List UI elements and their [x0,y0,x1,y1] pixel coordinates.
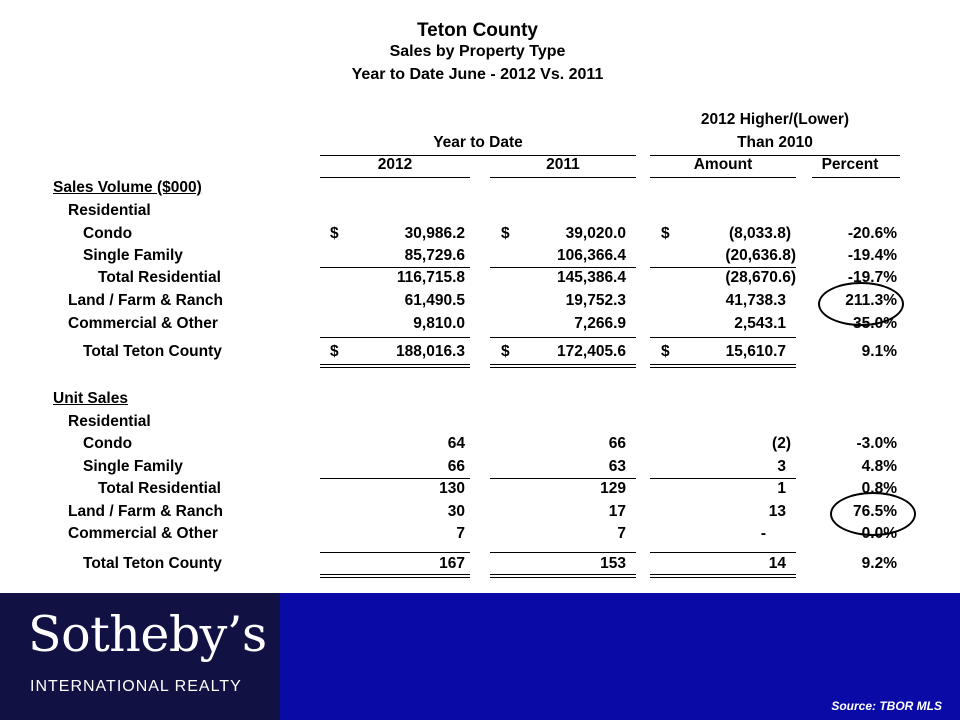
units-row-label: Total Residential [98,480,221,497]
col-header-2012: 2012 [377,156,413,173]
col-rule-percent [812,177,900,178]
volume-cell-2011: 39,020.0 [565,225,626,242]
units-residential-label: Residential [68,413,151,430]
double-rule [320,364,470,365]
units-cell-2011: 129 [600,480,626,497]
subtotal-rule [650,478,796,479]
volume-cell-percent: -19.7% [847,269,897,286]
total-rule [490,337,636,338]
units-row-label: Commercial & Other [68,525,218,542]
currency-symbol: $ [330,343,339,360]
volume-cell-amount: (20,636.8) [725,247,796,264]
col-rule-amount [650,177,796,178]
volume-cell-2012: 9,810.0 [413,315,465,332]
units-row-label: Land / Farm & Ranch [68,503,224,520]
units-cell-2012: 64 [447,435,465,452]
volume-cell-percent: -20.6% [847,225,897,242]
double-rule [320,574,470,575]
volume-row-label: Commercial & Other [68,315,218,332]
report-title: Teton County [416,20,538,41]
units-cell-amount: - [760,525,766,542]
units-row-label: Single Family [83,458,183,475]
col-header-amount: Amount [693,156,753,173]
total-rule [320,337,470,338]
col-rule-2012 [320,177,470,178]
volume-residential-label: Residential [68,202,151,219]
volume-total-label: Total Teton County [83,343,222,360]
double-rule [490,574,636,575]
volume-cell-2011: 145,386.4 [557,269,626,286]
volume-cell-amount: 2,543.1 [734,315,786,332]
subtotal-rule [650,267,796,268]
volume-cell-amount: (28,670.6) [725,269,796,286]
units-cell-percent: 4.8% [861,458,897,475]
volume-total-2011: 172,405.6 [557,343,626,360]
total-rule [320,552,470,553]
currency-symbol: $ [661,343,670,360]
units-cell-percent: -3.0% [856,435,897,452]
volume-cell-amount: (8,033.8) [728,225,791,242]
units-total-2011: 153 [600,555,626,572]
double-rule [320,367,470,368]
change-group-header-line2: Than 2010 [737,134,813,151]
col-rule-2011 [490,177,636,178]
double-rule [320,577,470,578]
units-total-amount: 14 [768,555,786,572]
sothebys-logo-tagline: INTERNATIONAL REALTY [30,678,242,695]
report-period: Year to Date June - 2012 Vs. 2011 [351,66,604,83]
double-rule [650,577,796,578]
change-group-header-line1: 2012 Higher/(Lower) [700,111,850,128]
units-cell-amount: (2) [772,435,791,452]
double-rule [490,577,636,578]
subtotal-rule [320,267,470,268]
units-cell-2012: 66 [447,458,465,475]
double-rule [650,367,796,368]
volume-cell-amount: 41,738.3 [725,292,786,309]
currency-symbol: $ [501,225,510,242]
units-cell-percent: 0.0% [861,525,897,542]
volume-row-label: Single Family [83,247,183,264]
source-note: Source: TBOR MLS [831,699,942,713]
units-cell-2012: 130 [439,480,465,497]
volume-total-percent: 9.1% [861,343,897,360]
units-cell-percent: 0.8% [861,480,897,497]
units-cell-2011: 66 [608,435,626,452]
volume-cell-2012: 30,986.2 [404,225,465,242]
subtotal-rule [320,478,470,479]
double-rule [490,367,636,368]
units-total-percent: 9.2% [861,555,897,572]
volume-cell-percent: 35.0% [853,315,897,332]
double-rule [650,364,796,365]
total-rule [490,552,636,553]
volume-cell-2011: 19,752.3 [565,292,626,309]
ytd-group-header: Year to Date [433,134,523,151]
col-header-2011: 2011 [546,156,580,173]
volume-cell-2012: 61,490.5 [404,292,465,309]
report-subtitle: Sales by Property Type [389,43,566,60]
double-rule [650,574,796,575]
units-total-label: Total Teton County [83,555,222,572]
total-rule [650,337,796,338]
units-cell-2012: 7 [456,525,465,542]
total-rule [650,552,796,553]
volume-cell-2012: 85,729.6 [404,247,465,264]
subtotal-rule [490,267,636,268]
units-cell-amount: 3 [777,458,786,475]
volume-row-label: Land / Farm & Ranch [68,292,224,309]
units-cell-amount: 1 [777,480,786,497]
units-cell-2011: 17 [608,503,626,520]
section-sales-volume: Sales Volume ($000) [53,179,202,196]
volume-cell-2011: 106,366.4 [557,247,626,264]
volume-cell-percent: -19.4% [847,247,897,264]
units-cell-amount: 13 [768,503,786,520]
currency-symbol: $ [501,343,510,360]
units-cell-percent: 76.5% [853,503,897,520]
section-unit-sales: Unit Sales [53,390,128,407]
sothebys-logo-name: Sotheby’s [28,606,267,663]
highlight-ellipse-volume [818,282,904,326]
volume-total-2012: 188,016.3 [396,343,465,360]
units-cell-2011: 63 [608,458,626,475]
units-row-label: Condo [83,435,133,452]
volume-total-amount: 15,610.7 [725,343,786,360]
volume-cell-2012: 116,715.8 [396,269,465,286]
double-rule [490,364,636,365]
highlight-ellipse-units [830,492,916,536]
units-cell-2012: 30 [447,503,465,520]
units-cell-2011: 7 [617,525,626,542]
currency-symbol: $ [661,225,670,242]
currency-symbol: $ [330,225,339,242]
volume-cell-percent: 211.3% [845,292,897,309]
volume-row-label: Condo [83,225,133,242]
col-header-percent: Percent [821,156,879,173]
volume-cell-2011: 7,266.9 [574,315,626,332]
units-total-2012: 167 [439,555,465,572]
volume-row-label: Total Residential [98,269,221,286]
subtotal-rule [490,478,636,479]
